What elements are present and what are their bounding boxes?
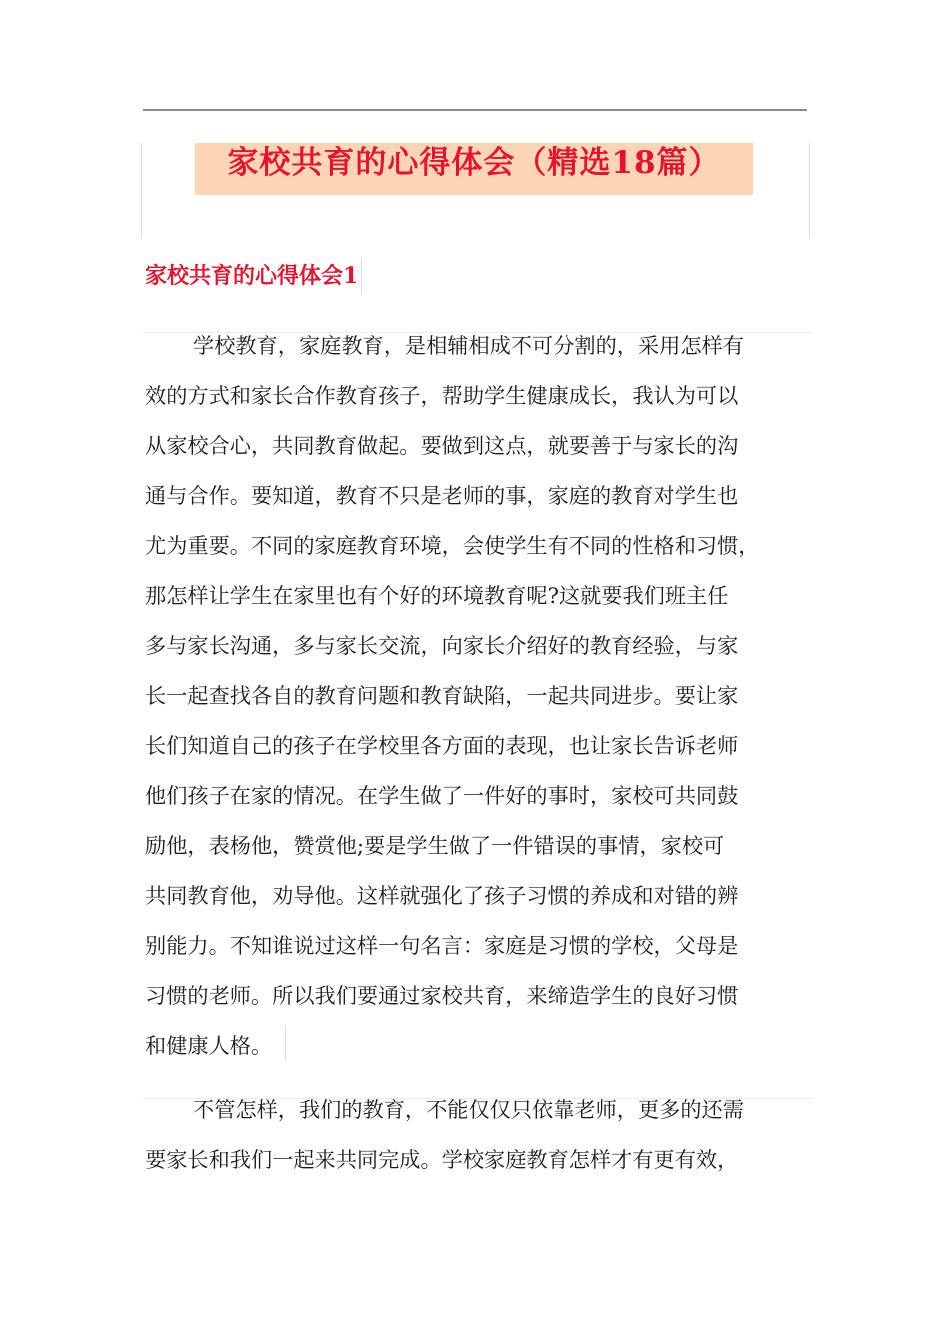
paragraph-line: 他们孩子在家的情况。在学生做了一件好的事时，家校可共同鼓 <box>145 783 739 808</box>
paragraph-line: 通与合作。要知道，教育不只是老师的事，家庭的教育对学生也 <box>145 483 739 508</box>
paragraph-line: 励他，表杨他，赞赏他;要是学生做了一件错误的事情，家校可 <box>145 833 725 858</box>
paragraph-line: 从家校合心，共同教育做起。要做到这点，就要善于与家长的沟 <box>145 433 739 458</box>
paragraph-line: 效的方式和家长合作教育孩子，帮助学生健康成长，我认为可以 <box>145 383 739 408</box>
document-title: 家校共育的心得体会（精选18篇） <box>227 145 721 181</box>
paragraph-line: 学校教育，家庭教育，是相辅相成不可分割的，采用怎样有 <box>193 333 744 358</box>
paragraph-line: 要家长和我们一起来共同完成。学校家庭教育怎样才有更有效， <box>145 1147 739 1172</box>
paragraph-line: 多与家长沟通，多与家长交流，向家长介绍好的教育经验，与家 <box>145 633 739 658</box>
paragraph-line: 不管怎样，我们的教育，不能仅仅只依靠老师，更多的还需 <box>193 1097 744 1122</box>
paragraph-end-mark <box>285 1026 286 1060</box>
paragraph-line: 长们知道自己的孩子在学校里各方面的表现，也让家长告诉老师 <box>145 733 739 758</box>
paragraph-line: 尤为重要。不同的家庭教育环境，会使学生有不同的性格和习惯， <box>145 533 760 558</box>
section-heading: 家校共育的心得体会1 <box>145 258 362 294</box>
paragraph-line: 共同教育他，劝导他。这样就强化了孩子习惯的养成和对错的辨 <box>145 883 739 908</box>
paragraph-line: 长一起查找各自的教育问题和教育缺陷，一起共同进步。要让家 <box>145 683 739 708</box>
paragraph-line: 习惯的老师。所以我们要通过家校共育，来缔造学生的良好习惯 <box>145 983 739 1008</box>
paragraph-line: 那怎样让学生在家里也有个好的环境教育呢?这就要我们班主任 <box>145 583 729 608</box>
paragraph-1 <box>145 321 813 1071</box>
paragraph-line: 别能力。不知谁说过这样一句名言：家庭是习惯的学校，父母是 <box>145 933 739 958</box>
paragraph-2 <box>145 1085 813 1185</box>
paragraph-line: 和健康人格。 <box>145 1033 273 1058</box>
header-rule <box>143 109 807 111</box>
